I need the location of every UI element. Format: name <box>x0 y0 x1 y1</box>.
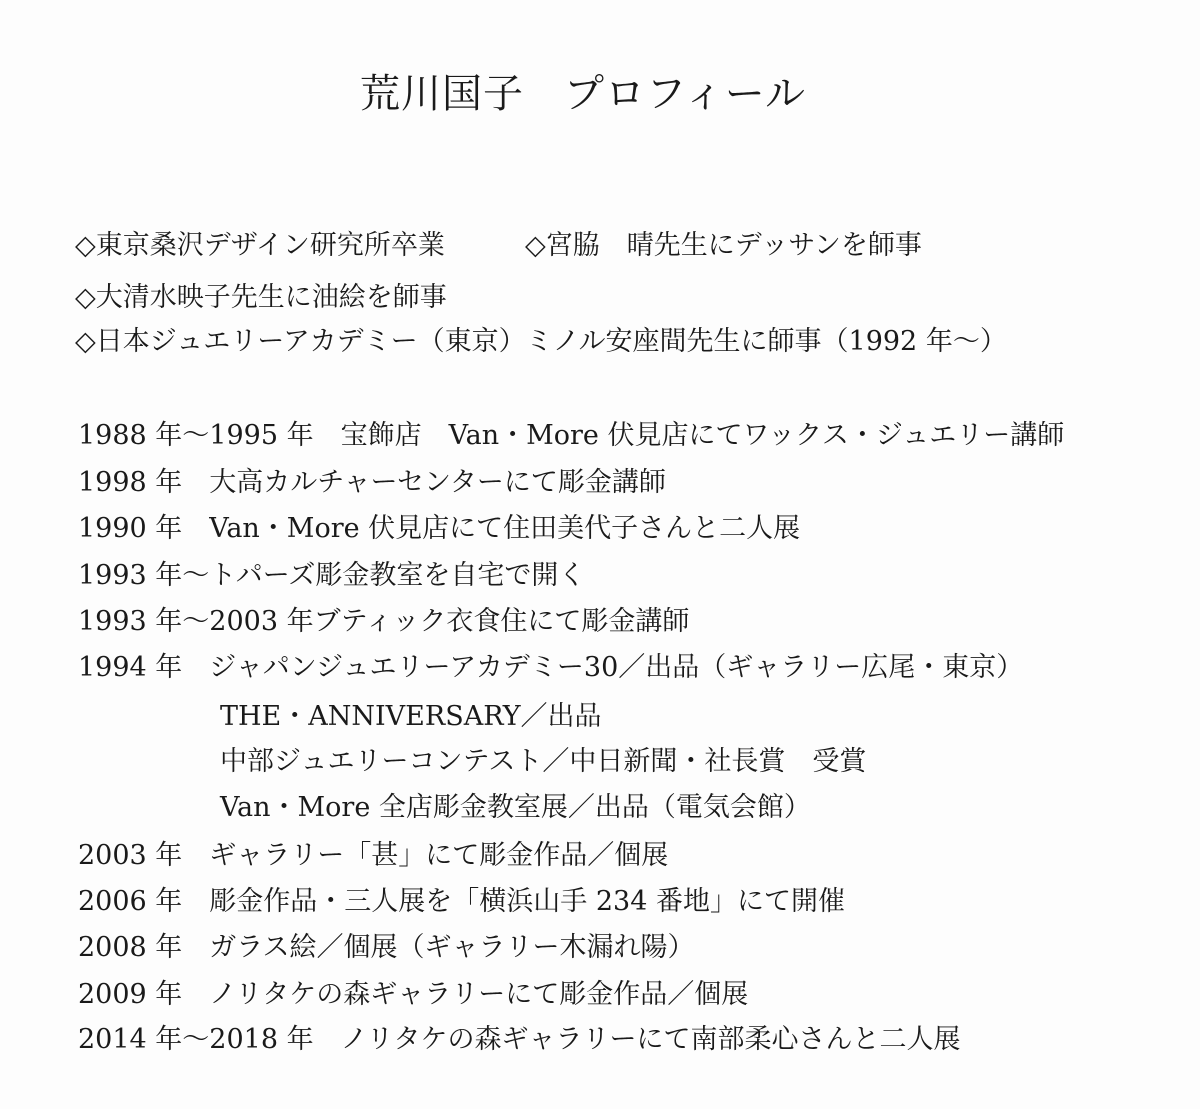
history-item: 1993 年〜2003 年ブティック衣食住にて彫金講師 <box>78 606 690 637</box>
history-item: Van・More 全店彫金教室展／出品（電気会館） <box>220 792 811 823</box>
history-item: 1990 年 Van・More 伏見店にて住田美代子さんと二人展 <box>78 513 801 544</box>
history-item: 1988 年〜1995 年 宝飾店 Van・More 伏見店にてワックス・ジュエリー講師 <box>78 420 1065 451</box>
page-title <box>360 62 806 119</box>
history-item: 1994 年 ジャパンジュエリーアカデミー30／出品（ギャラリー広尾・東京） <box>78 652 1024 683</box>
education-item: ◇東京桑沢デザイン研究所卒業 <box>75 230 445 261</box>
history-item: 2003 年 ギャラリー「甚」にて彫金作品／個展 <box>78 840 669 871</box>
history-item: 中部ジュエリーコンテスト／中日新聞・社長賞 受賞 <box>220 746 867 777</box>
history-item: 2008 年 ガラス絵／個展（ギャラリー木漏れ陽） <box>78 932 695 963</box>
education-item: ◇宮脇 晴先生にデッサンを師事 <box>525 230 922 261</box>
education-item: ◇大清水映子先生に油絵を師事 <box>75 282 447 313</box>
education-item: ◇日本ジュエリーアカデミー（東京）ミノル安座間先生に師事（1992 年〜） <box>75 326 1007 357</box>
history-item: 2009 年 ノリタケの森ギャラリーにて彫金作品／個展 <box>78 979 749 1010</box>
history-item: THE・ANNIVERSARY／出品 <box>220 701 602 732</box>
history-item: 1998 年 大高カルチャーセンターにて彫金講師 <box>78 467 666 498</box>
history-item: 2006 年 彫金作品・三人展を「横浜山手 234 番地」にて開催 <box>78 886 845 917</box>
history-item: 2014 年〜2018 年 ノリタケの森ギャラリーにて南部柔心さんと二人展 <box>78 1024 961 1055</box>
title-name: 荒川国子 <box>360 71 524 117</box>
history-item: 1993 年〜トパーズ彫金教室を自宅で開く <box>78 560 586 591</box>
title-label: プロフィール <box>564 71 806 117</box>
